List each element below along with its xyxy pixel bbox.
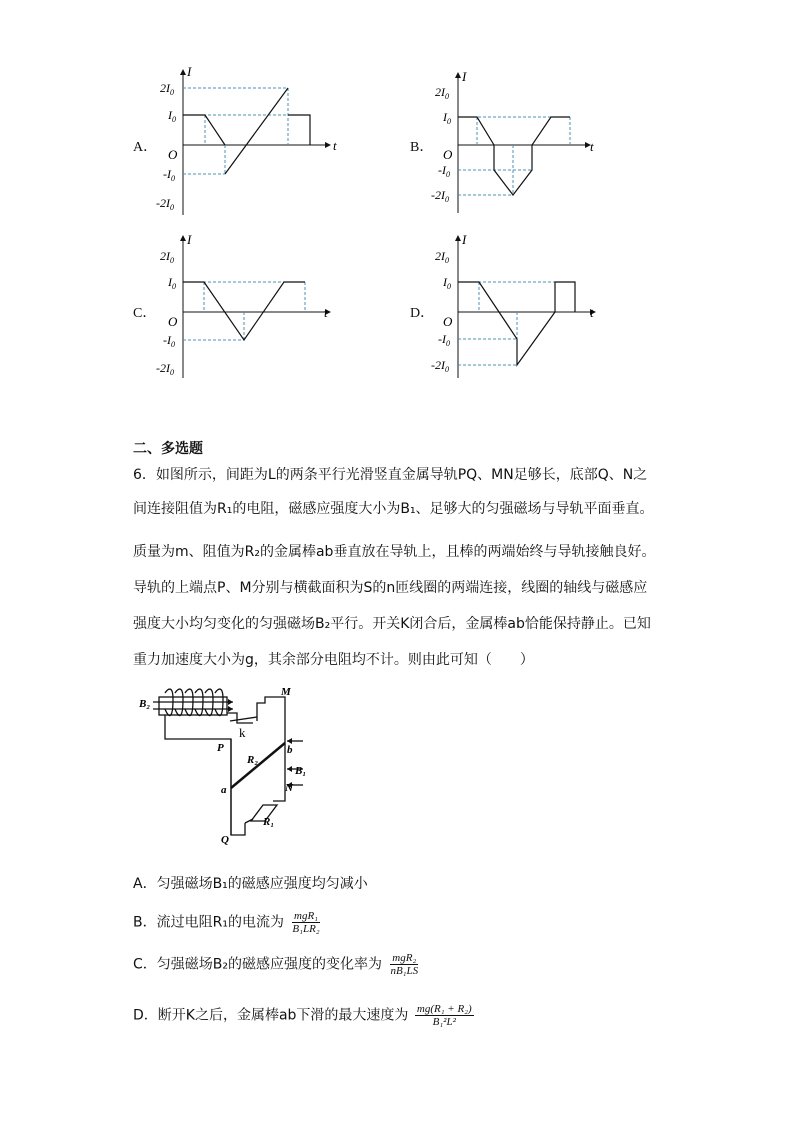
label-k: k xyxy=(239,725,246,740)
curve-a-2 xyxy=(225,88,288,174)
svg-text:I0: $I_0$ xyxy=(168,275,176,291)
graph-b xyxy=(425,65,625,220)
option-d: D．断开K之后，金属棒ab下滑的最大速度为 $\frac{\text{mg(R₁ + R₂)}}{\text{B₁²L²}}$ xyxy=(133,1003,472,1028)
curve-c xyxy=(183,282,305,340)
question-line-5: 强度大小均匀变化的匀强磁场B₂平行。开关K闭合后，金属棒ab恰能保持静止。已知 xyxy=(133,616,651,632)
label-b: b xyxy=(287,744,293,756)
option-c: C．匀强磁场B₂的磁感应强度的变化率为 $\frac{\text{mgR₂}}{\text{nB₁LS}}$ xyxy=(133,952,419,977)
question-line-3: 质量为m、阻值为R₂的金属棒ab垂直放在导轨上，且棒的两端始终与导轨接触良好。 xyxy=(133,544,656,560)
option-b: B．流过电阻R₁的电流为 $\frac{\text{mgR₁}}{\text{B₁LR₂}}$ xyxy=(133,910,320,935)
svg-text:-2I0: $-2I_0$ xyxy=(431,358,449,374)
graph-c xyxy=(150,228,350,388)
svg-text:t: t xyxy=(324,305,328,320)
label-b2: B₂ xyxy=(139,698,151,710)
svg-text:-I0: $-I_0$ xyxy=(163,167,175,183)
section-title: 二、多选题 xyxy=(133,441,203,457)
label-r2: R₂ xyxy=(247,754,259,766)
graph-d xyxy=(425,228,625,388)
svg-text:-I0: $-I_0$ xyxy=(438,332,450,348)
question-line-2: 间连接阻值为R₁的电阻，磁感应强度大小为B₁、足够大的匀强磁场与导轨平面垂直。 xyxy=(133,501,654,517)
svg-text:-I0: $-I_0$ xyxy=(438,163,450,179)
svg-text:2I0: $2I_0$ xyxy=(435,249,449,265)
svg-text:-I0: $-I_0$ xyxy=(163,333,175,349)
option-a-label: A． xyxy=(133,140,158,155)
option-b-fraction: $\frac{\text{mgR₁}}{\text{B₁LR₂}}$ xyxy=(292,910,320,935)
curve-b xyxy=(458,117,570,195)
svg-text:t: t xyxy=(590,305,594,320)
svg-text:O: O xyxy=(443,147,453,162)
origin-label: O xyxy=(168,147,178,162)
option-b-label: B． xyxy=(410,140,434,155)
svg-text:2I0: $2I_0$ xyxy=(435,85,449,101)
svg-text:t: t xyxy=(590,139,594,154)
svg-text:O: O xyxy=(443,314,453,329)
question-line-1: 6．如图所示，间距为L的两条平行光滑竖直金属导轨PQ、MN足够长，底部Q、N之 xyxy=(133,467,648,483)
curve-a-1 xyxy=(183,115,225,145)
label-a: a xyxy=(221,784,227,796)
label-q: Q xyxy=(221,834,229,846)
svg-text:2I0: $2I_0$ xyxy=(160,81,174,97)
svg-text:I: I xyxy=(462,69,467,84)
svg-text:I: I xyxy=(187,232,192,247)
svg-text:-2I0: $-2I_0$ xyxy=(156,361,174,377)
option-d-fraction: $\frac{\text{mg(R₁ + R₂)}}{\text{B₁²L²}}$ xyxy=(416,1003,472,1028)
label-p: P xyxy=(217,742,224,754)
option-a: A．匀强磁场B₁的磁感应强度均匀减小 xyxy=(133,876,368,892)
label-n: N xyxy=(285,782,293,794)
svg-text:I0: $I_0$ xyxy=(443,275,451,291)
option-c-fraction: $\frac{\text{mgR₂}}{\text{nB₁LS}}$ xyxy=(390,952,419,977)
label-m: M xyxy=(281,686,291,698)
svg-text:-2I0: $-2I_0$ xyxy=(431,188,449,204)
question-line-6: 重力加速度大小为g，其余部分电阻均不计。则由此可知（ ） xyxy=(133,652,534,668)
label-b1: B₁ xyxy=(295,765,307,777)
circuit-figure xyxy=(135,683,315,848)
y-axis-label: I xyxy=(187,64,192,79)
curve-a-3 xyxy=(288,115,310,145)
question-line-4: 导轨的上端点P、M分别与横截面积为S的n匝线圈的两端连接，线圈的轴线与磁感应 xyxy=(133,580,648,596)
option-c-label: C． xyxy=(133,306,157,321)
svg-text:-2I0: $-2I_0$ xyxy=(156,196,174,212)
svg-text:2I0: $2I_0$ xyxy=(160,249,174,265)
option-d-label: D． xyxy=(410,306,435,321)
svg-text:I0: $I_0$ xyxy=(443,110,451,126)
label-r1: R₁ xyxy=(263,816,275,828)
x-axis-label: t xyxy=(333,138,337,153)
svg-text:I0: $I_0$ xyxy=(168,108,176,124)
graph-a xyxy=(150,60,350,225)
svg-text:I: I xyxy=(462,232,467,247)
svg-text:O: O xyxy=(168,314,178,329)
